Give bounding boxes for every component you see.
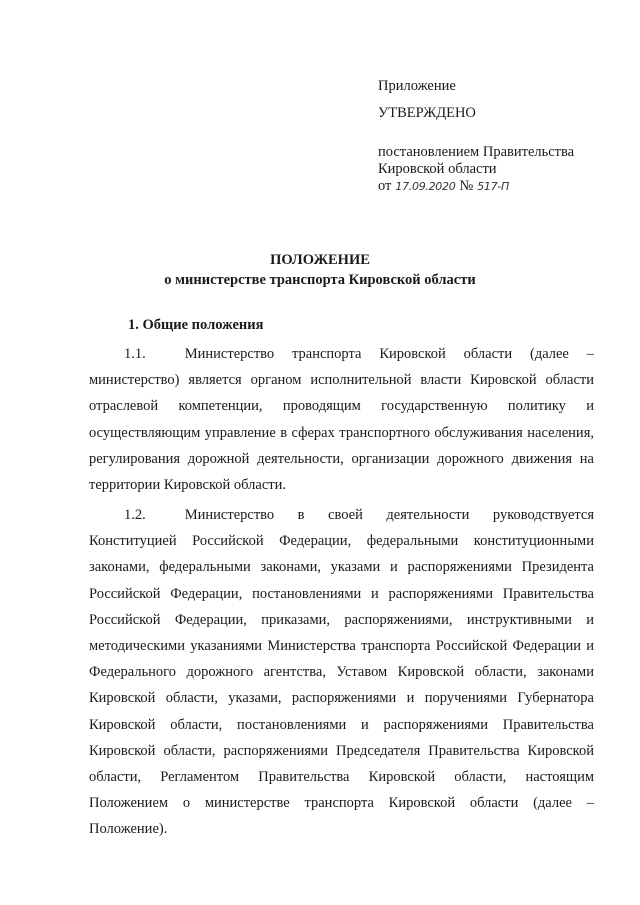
document-subtitle: о министерстве транспорта Кировской области <box>164 272 476 288</box>
approval-line-1: постановлением Правительства <box>378 144 575 160</box>
paragraph-text: Министерство в своей деятельности руководствуется Конституцией Российской Федерации, федеральными конституционными законами, федеральными законами, указами и распоряжениями Президента Российской Федерации, постановлениями и распоряжениями Правительства Российской Федерации, приказами, распоряжениями, инструктивными и методическими указаниями Министерства транспорта Российской Федерации и Федерального дорожного агентства, Уставом Кировской области, законами Кировской области, указами, распоряжениями и поручениями Губернатора Кировской области, постановлениями и распоряжениями Правительства Кировской области, распоряжениями Председателя Правительства Кировской области, Регламентом Правительства Кировской области, настоящим Положением о министерстве транспорта Кировской области (далее – Положение). <box>89 507 594 838</box>
approved-label: УТВЕРЖДЕНО <box>378 105 476 121</box>
number-sign: № <box>459 178 474 194</box>
document-title: ПОЛОЖЕНИЕ <box>270 252 370 268</box>
handwritten-number: 517-П <box>477 180 509 193</box>
paragraph-1-1 <box>89 341 594 498</box>
handwritten-date: 17.09.2020 <box>395 180 456 193</box>
paragraph-1-2 <box>89 502 594 843</box>
paragraph-number: 1.1. <box>124 346 146 362</box>
paragraph-text: Министерство транспорта Кировской области (далее – министерство) является органом исполнительной власти Кировской области отраслевой компетенции, проводящим государственную политику и осуществляющим управление в сферах транспортного обслуживания населения, регулирования дорожной деятельности, организации дорожного движения на территории Кировской области. <box>89 346 594 494</box>
section-heading: 1. Общие положения <box>128 317 264 333</box>
appendix-label: Приложение <box>378 78 456 94</box>
approval-date-line <box>378 178 628 195</box>
paragraph-number: 1.2. <box>124 507 146 523</box>
approval-line-2: Кировской области <box>378 161 497 177</box>
approval-block <box>378 78 628 195</box>
from-prefix: от <box>378 178 392 194</box>
